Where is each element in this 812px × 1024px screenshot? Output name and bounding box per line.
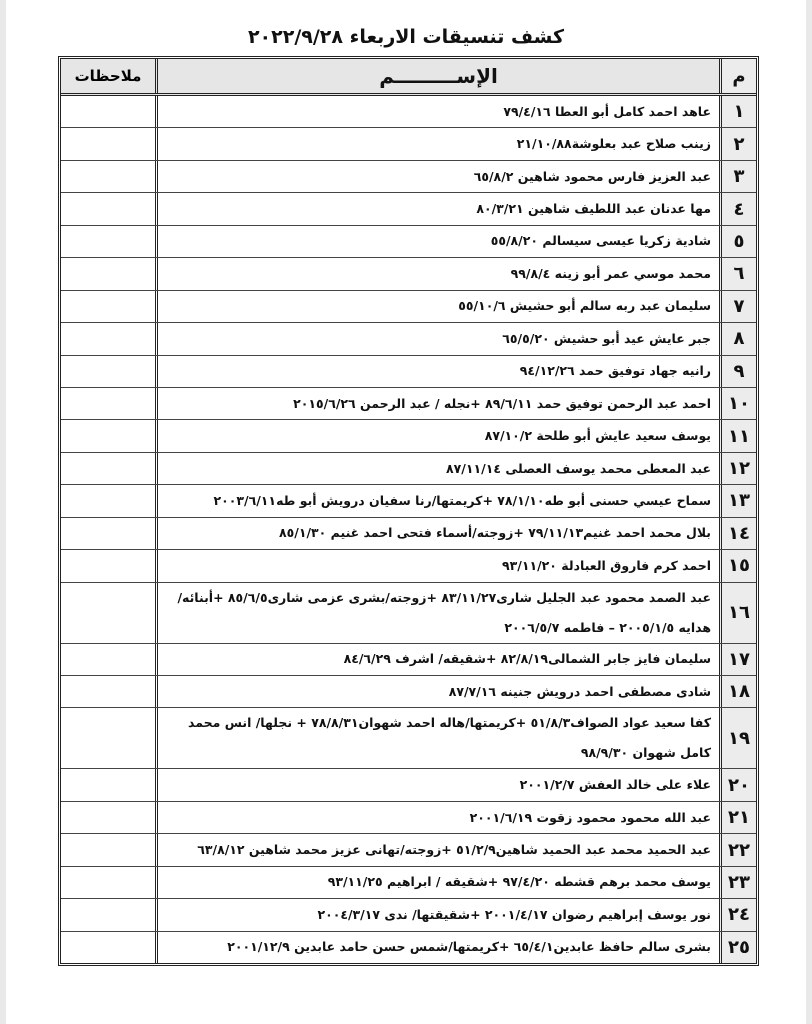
row-name: شادى مصطفى احمد درويش جنينه ٨٧/٧/١٦ <box>155 676 719 707</box>
row-name: جبر عايش عيد أبو حشيش ٦٥/٥/٢٠ <box>155 323 719 354</box>
row-notes <box>61 388 155 419</box>
row-name: سليمان فايز جابر الشمالى٨٢/٨/١٩ +شقيقه/ اشرف ٨٤/٦/٢٩ <box>155 644 719 675</box>
row-notes <box>61 708 155 768</box>
table-header <box>61 59 756 96</box>
row-name: احمد عبد الرحمن توفيق حمد ٨٩/٦/١١ +نجله / عبد الرحمن ٢٠١٥/٦/٢٦ <box>155 388 719 419</box>
table-row <box>61 226 756 258</box>
row-notes <box>61 128 155 159</box>
page-title: كشف تنسيقات الاربعاء ٢٠٢٢/٩/٢٨ <box>247 26 565 48</box>
row-number: ٧ <box>719 291 756 322</box>
row-notes <box>61 867 155 898</box>
row-name: زينب صلاح عبد بعلوشة٢١/١٠/٨٨ <box>155 128 719 159</box>
row-number: ٢٣ <box>719 867 756 898</box>
row-number: ٨ <box>719 323 756 354</box>
row-notes <box>61 96 155 127</box>
row-notes <box>61 550 155 581</box>
row-notes <box>61 676 155 707</box>
row-notes <box>61 518 155 549</box>
document-page <box>6 0 806 1024</box>
row-name: محمد موسي عمر أبو زينه ٩٩/٨/٤ <box>155 258 719 289</box>
header-notes: ملاحظات <box>61 59 155 93</box>
row-notes <box>61 291 155 322</box>
row-name: احمد كرم فاروق العبادلة ٩٣/١١/٢٠ <box>155 550 719 581</box>
row-name: عبد العزيز فارس محمود شاهين ٦٥/٨/٢ <box>155 161 719 192</box>
table-row <box>61 834 756 866</box>
row-name: شادية زكريا عيسى سيسالم ٥٥/٨/٢٠ <box>155 226 719 257</box>
row-number: ١٣ <box>719 485 756 516</box>
row-number: ٢ <box>719 128 756 159</box>
row-number: ١٢ <box>719 453 756 484</box>
row-number: ٥ <box>719 226 756 257</box>
row-name: كفا سعيد عواد الصواف٥١/٨/٣ +كريمتها/هاله احمد شهوان٧٨/٨/٣١ + نجلها/ انس محمد كامل شهوان ٩٨/٩/٣٠ <box>155 708 719 768</box>
row-name: عبد الله محمود محمود زقوت ٢٠٠١/٦/١٩ <box>155 802 719 833</box>
row-notes <box>61 583 155 643</box>
row-number: ٦ <box>719 258 756 289</box>
row-notes <box>61 769 155 800</box>
row-number: ١٥ <box>719 550 756 581</box>
row-name: عبد الصمد محمود عبد الجليل شارى٨٣/١١/٢٧ +زوجته/بشرى عزمى شارى٨٥/٦/٥ +أبنائه/هدايه ٢٠٠٥/١/٥ – فاطمه ٢٠٠٦/٥/٧ <box>155 583 719 643</box>
table-row <box>61 453 756 485</box>
row-name: بشرى سالم حافظ عابدين٦٥/٤/١ +كريمتها/شمس حسن حامد عابدين ٢٠٠١/١٢/٩ <box>155 932 719 963</box>
table-row <box>61 644 756 676</box>
row-name: رانيه جهاد توفيق حمد ٩٤/١٢/٢٦ <box>155 356 719 387</box>
header-number: م <box>719 59 756 93</box>
row-name: عبد الحميد محمد عبد الحميد شاهين٥١/٢/٩ +زوجته/تهانى عزيز محمد شاهين ٦٣/٨/١٢ <box>155 834 719 865</box>
row-number: ٢٥ <box>719 932 756 963</box>
row-name: سماح عيسي حسنى أبو طه٧٨/١/١٠ +كريمتها/رنا سفيان درويش أبو طه٢٠٠٣/٦/١١ <box>155 485 719 516</box>
row-number: ١٠ <box>719 388 756 419</box>
table-row <box>61 550 756 582</box>
row-notes <box>61 899 155 930</box>
table-row <box>61 388 756 420</box>
row-notes <box>61 161 155 192</box>
row-name: يوسف سعيد عايش أبو طلحة ٨٧/١٠/٢ <box>155 420 719 451</box>
table-row <box>61 708 756 769</box>
row-notes <box>61 802 155 833</box>
row-number: ٤ <box>719 193 756 224</box>
table-row <box>61 161 756 193</box>
table-row <box>61 323 756 355</box>
row-name: سليمان عبد ربه سالم أبو حشيش ٥٥/١٠/٦ <box>155 291 719 322</box>
table-row <box>61 899 756 931</box>
row-notes <box>61 226 155 257</box>
table-row <box>61 583 756 644</box>
table-row <box>61 420 756 452</box>
row-number: ١ <box>719 96 756 127</box>
row-name: بلال محمد احمد غنيم٧٩/١١/١٣ +زوجته/أسماء فتحى احمد غنيم ٨٥/١/٣٠ <box>155 518 719 549</box>
table-row <box>61 676 756 708</box>
table-row <box>61 867 756 899</box>
row-name: عبد المعطى محمد يوسف العصلى ٨٧/١١/١٤ <box>155 453 719 484</box>
row-notes <box>61 323 155 354</box>
row-number: ٩ <box>719 356 756 387</box>
row-notes <box>61 644 155 675</box>
row-number: ٣ <box>719 161 756 192</box>
row-number: ١٩ <box>719 708 756 768</box>
row-name: مها عدنان عبد اللطيف شاهين ٨٠/٣/٢١ <box>155 193 719 224</box>
row-notes <box>61 356 155 387</box>
table-row <box>61 291 756 323</box>
header-name: الإســـــــــم <box>155 59 719 93</box>
table-row <box>61 258 756 290</box>
row-number: ١٨ <box>719 676 756 707</box>
row-notes <box>61 258 155 289</box>
row-notes <box>61 485 155 516</box>
row-number: ١٦ <box>719 583 756 643</box>
table-row <box>61 518 756 550</box>
table-row <box>61 485 756 517</box>
row-number: ٢١ <box>719 802 756 833</box>
row-name: نور يوسف إبراهيم رضوان ٢٠٠١/٤/١٧ +شقيقتها/ ندى ٢٠٠٤/٣/١٧ <box>155 899 719 930</box>
row-number: ١٤ <box>719 518 756 549</box>
row-notes <box>61 420 155 451</box>
row-number: ١٧ <box>719 644 756 675</box>
row-number: ٢٢ <box>719 834 756 865</box>
table-row <box>61 128 756 160</box>
row-notes <box>61 193 155 224</box>
row-notes <box>61 834 155 865</box>
row-notes <box>61 453 155 484</box>
names-table <box>58 56 759 966</box>
row-number: ٢٠ <box>719 769 756 800</box>
row-notes <box>61 932 155 963</box>
row-name: يوسف محمد برهم قشطه ٩٧/٤/٢٠ +شقيقه / ابراهيم ٩٣/١١/٢٥ <box>155 867 719 898</box>
table-row <box>61 193 756 225</box>
table-row <box>61 96 756 128</box>
table-row <box>61 932 756 963</box>
table-row <box>61 802 756 834</box>
row-name: علاء على خالد العفش ٢٠٠١/٢/٧ <box>155 769 719 800</box>
table-row <box>61 769 756 801</box>
table-body <box>61 96 756 963</box>
table-row <box>61 356 756 388</box>
row-number: ٢٤ <box>719 899 756 930</box>
row-number: ١١ <box>719 420 756 451</box>
row-name: عاهد احمد كامل أبو العطا ٧٩/٤/١٦ <box>155 96 719 127</box>
